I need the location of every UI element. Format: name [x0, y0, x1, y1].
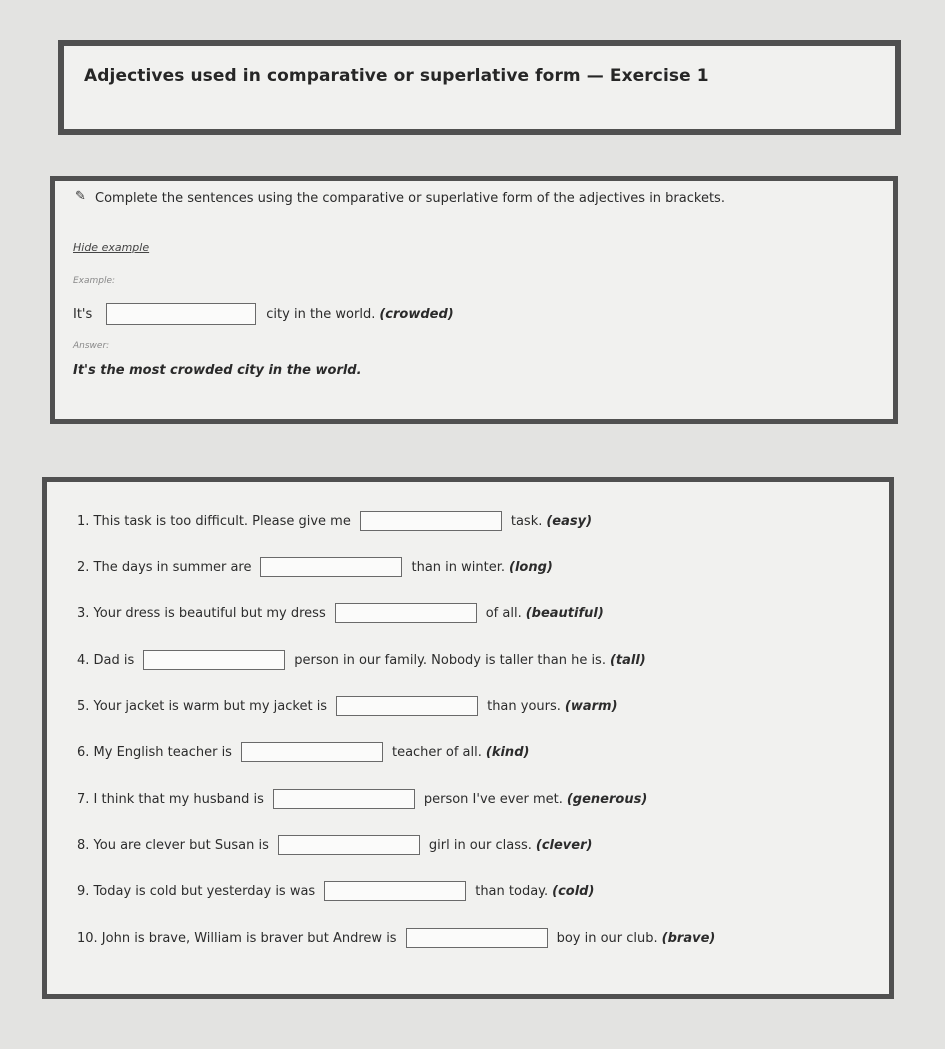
question-10: [77, 928, 715, 948]
example-end: city in the world.: [266, 306, 376, 322]
adjective-hint: (long): [509, 559, 553, 575]
adjective-hint: (easy): [546, 513, 593, 529]
answer-input-8[interactable]: [278, 835, 420, 855]
question-text-after: than yours.: [487, 698, 561, 714]
answer-input-4[interactable]: [143, 650, 285, 670]
answer-input-2[interactable]: [260, 557, 402, 577]
answer-input-9[interactable]: [324, 881, 466, 901]
example-sentence: [73, 303, 454, 325]
adjective-hint: (tall): [609, 652, 646, 668]
question-text: 4. Dad is: [77, 652, 135, 668]
page-title: Adjectives used in comparative or superlative form — Exercise 1: [84, 66, 709, 86]
question-text-after: than in winter.: [411, 559, 506, 575]
hide-example-link[interactable]: Hide example: [73, 241, 150, 254]
question-text: 1. This task is too difficult. Please give me: [77, 513, 351, 529]
question-text-after: person in our family. Nobody is taller than he is.: [294, 652, 606, 668]
example-answer: It's the most crowded city in the world.: [73, 363, 362, 378]
adjective-hint: (cold): [552, 883, 595, 899]
answer-input-7[interactable]: [273, 789, 415, 809]
adjective-hint: (warm): [564, 698, 618, 714]
pencil-icon: ✎: [75, 189, 86, 204]
title-box: [58, 40, 901, 135]
example-hint: (crowded): [379, 306, 454, 322]
answer-label: Answer:: [73, 341, 110, 351]
question-2: [77, 557, 553, 577]
question-text-after: teacher of all.: [391, 744, 482, 760]
question-text: 6. My English teacher is: [77, 744, 232, 760]
question-9: [77, 881, 594, 901]
answer-input-5[interactable]: [336, 696, 478, 716]
adjective-hint: (kind): [485, 744, 530, 760]
question-text-after: of all.: [485, 605, 522, 621]
question-text: 10. John is brave, William is braver but Andrew is: [77, 930, 397, 946]
question-text: 5. Your jacket is warm but my jacket is: [77, 698, 328, 714]
answer-input-6[interactable]: [241, 742, 383, 762]
question-6: [77, 742, 529, 762]
adjective-hint: (beautiful): [525, 605, 604, 621]
instructions-box: [50, 176, 898, 424]
example-blank: [106, 303, 256, 325]
adjective-hint: (brave): [661, 930, 716, 946]
answer-input-3[interactable]: [335, 603, 477, 623]
question-text: 9. Today is cold but yesterday is was: [77, 883, 316, 899]
question-text: 3. Your dress is beautiful but my dress: [77, 605, 326, 621]
question-text-after: person I've ever met.: [423, 791, 563, 807]
question-text-after: boy in our club.: [556, 930, 658, 946]
example-start: It's: [73, 306, 93, 322]
question-text-after: than today.: [475, 883, 549, 899]
question-1: [77, 511, 592, 531]
question-text-after: girl in our class.: [428, 837, 532, 853]
example-label: Example:: [73, 276, 116, 286]
question-text-after: task.: [510, 513, 543, 529]
question-4: [77, 650, 646, 670]
question-text: 2. The days in summer are: [77, 559, 252, 575]
question-7: [77, 789, 647, 809]
answer-input-1[interactable]: [360, 511, 502, 531]
instructions-text: Complete the sentences using the comparative or superlative form of the adjectives in brackets.: [95, 191, 725, 206]
question-5: [77, 696, 618, 716]
question-text: 7. I think that my husband is: [77, 791, 264, 807]
exercise-box: [42, 477, 894, 999]
question-text: 8. You are clever but Susan is: [77, 837, 269, 853]
adjective-hint: (generous): [566, 791, 648, 807]
question-3: [77, 603, 604, 623]
answer-input-10[interactable]: [406, 928, 548, 948]
question-8: [77, 835, 592, 855]
adjective-hint: (clever): [535, 837, 593, 853]
